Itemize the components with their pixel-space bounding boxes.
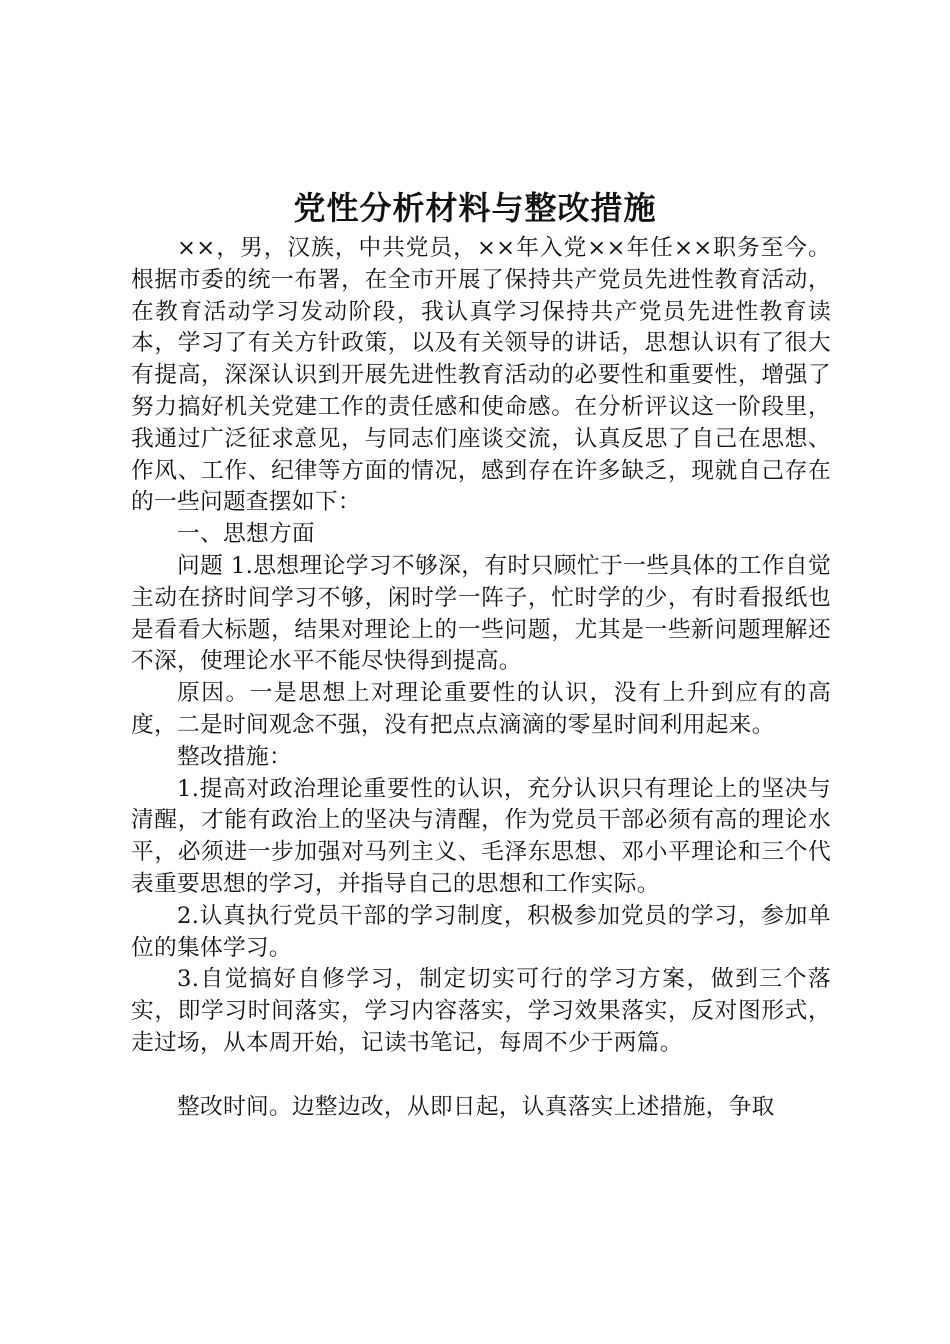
intro-paragraph: ××，男，汉族，中共党员，××年入党××年任××职务至今。根据市委的统一布署，在全市开展了保持共产党员先进性教育活动，在教育活动学习发动阶段，我认真学习保持共产党员先进性教育读本，学习了有关方针政策，以及有关领导的讲话，思想认识有了很大有提高，深深认识到开展先进性教育活动的必要性和重要性，增强了努力搞好机关党建工作的责任感和使命感。在分析评议这一阶段里，我通过广泛征求意见，与同志们座谈交流，认真反思了自己在思想、作风、工作、纪律等方面的情况，感到存在许多缺乏，现就自己存在的一些问题查摆如下： — [131, 235, 831, 516]
cause-paragraph: 原因。一是思想上对理论重要性的认识，没有上升到应有的高度，二是时间观念不强，没有把点点滴滴的零星时间利用起来。 — [131, 680, 831, 738]
problem-paragraph: 问题 1.思想理论学习不够深，有时只顾忙于一些具体的工作自觉主动在挤时间学习不够，闲时学一阵子，忙时学的少，有时看报纸也是看看大标题，结果对理论上的一些问题，尤其是一些新问题理解还不深，使理论水平不能尽快得到提高。 — [131, 552, 831, 675]
document-title: 党性分析材料与整改措施 — [293, 189, 657, 227]
document-body — [131, 233, 831, 1123]
measure-item-1: 1.提高对政治理论重要性的认识，充分认识只有理论上的坚决与清醒，才能有政治上的坚决与清醒，作为党员干部必须有高的理论水平，必须进一步加强对马列主义、毛泽东思想、邓小平理论和三个代表重要思想的学习，并指导自己的思想和工作实际。 — [131, 775, 831, 897]
rectification-time-paragraph: 整改时间。边整边改，从即日起，认真落实上述措施，争取 — [177, 1093, 775, 1120]
measure-item-3: 3.自觉搞好自修学习，制定切实可行的学习方案，做到三个落实，即学习时间落实，学习内容落实，学习效果落实，反对图形式，走过场，从本周开始，记读书笔记，每周不少于两篇。 — [131, 966, 831, 1056]
measure-item-2: 2.认真执行党员干部的学习制度，积极参加党员的学习，参加单位的集体学习。 — [131, 902, 831, 961]
section-heading-thought: 一、思想方面 — [177, 521, 315, 548]
measures-heading: 整改措施： — [177, 743, 292, 770]
